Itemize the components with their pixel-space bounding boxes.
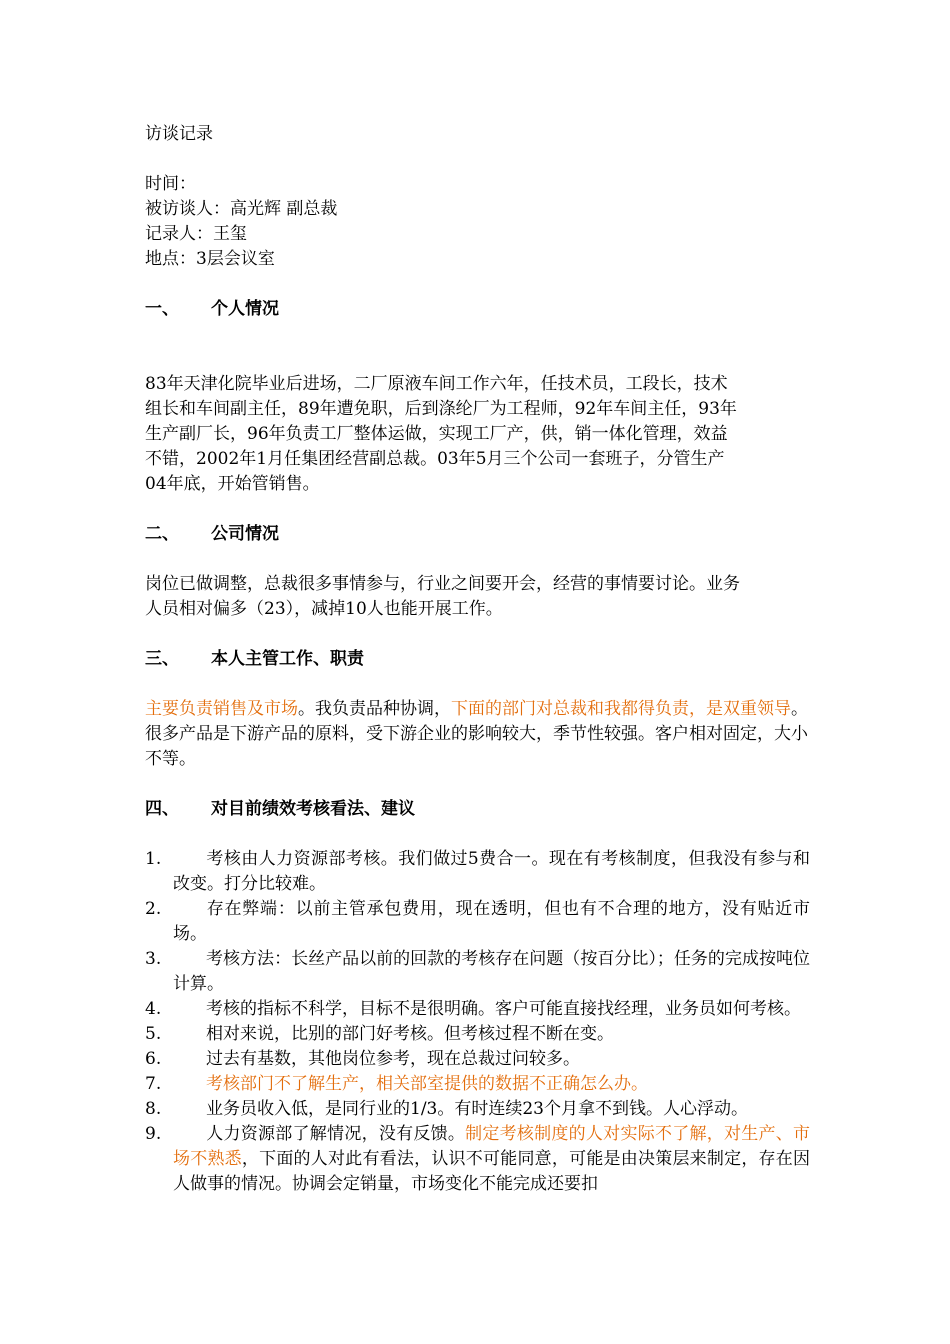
list-number: 6.	[145, 1049, 162, 1069]
section-number: 四、	[145, 799, 179, 819]
section-heading-3	[145, 647, 810, 672]
list-item-text: 过去有基数，其他岗位参考，现在总裁过问较多。	[206, 1049, 580, 1069]
meta-interviewee: 被访谈人：高光辉 副总裁	[145, 199, 338, 219]
list-item	[145, 997, 810, 1022]
list-number: 2.	[145, 899, 162, 919]
highlight-text: 制定考核制度的人对实际不了解，对生产、市场不熟悉	[173, 1124, 811, 1169]
section-number: 二、	[145, 524, 179, 544]
list-item	[145, 1097, 810, 1122]
list-item	[145, 847, 810, 897]
meta-time: 时间：	[145, 174, 196, 194]
section-number: 三、	[145, 649, 179, 669]
list-number: 9.	[145, 1124, 162, 1144]
list-number: 8.	[145, 1099, 162, 1119]
list-number: 3.	[145, 949, 162, 969]
paragraph-line: 04年底，开始管销售。	[145, 474, 320, 494]
list-item-text: 人力资源部了解情况，没有反馈。	[206, 1124, 466, 1144]
list-item	[145, 1022, 810, 1047]
numbered-list	[145, 847, 810, 1197]
list-item-text: 考核由人力资源部考核。我们做过5费合一。现在有考核制度，但我没有参与和改变。打分比较难。	[173, 849, 810, 894]
section-number: 一、	[145, 299, 179, 319]
paragraph-line: 不错，2002年1月任集团经营副总裁。03年5月三个公司一套班子，分管生产	[145, 449, 725, 469]
doc-title: 访谈记录	[145, 124, 213, 144]
highlight-text: 下面的部门对总裁和我都得负责，是双重领导	[451, 699, 791, 719]
list-number: 7.	[145, 1074, 162, 1094]
list-item-text: ，下面的人对此有看法，认识不可能同意，可能是由决策层来制定，存在因人做事的情况。协调会定销量，市场变化不能完成还要扣	[173, 1149, 811, 1194]
section-heading-2	[145, 522, 810, 547]
section-1-body	[145, 372, 810, 497]
list-item	[145, 1122, 810, 1197]
list-item	[145, 1047, 810, 1072]
section-title: 个人情况	[211, 299, 279, 319]
section-title: 公司情况	[211, 524, 279, 544]
paragraph-line: 83年天津化院毕业后进场，二厂原液车间工作六年，任技术员，工段长，技术	[145, 374, 728, 394]
body-text: 。很多产品是下游产品的原料，受下游企业的影响较大，季节性较强。客户相对固定，大小不等。	[145, 699, 808, 769]
list-item	[145, 897, 810, 947]
list-item-text: 存在弊端：以前主管承包费用，现在透明，但也有不合理的地方，没有贴近市场。	[173, 899, 810, 944]
section-heading-4	[145, 797, 810, 822]
meta-recorder: 记录人：王玺	[145, 224, 247, 244]
list-item-text: 考核方法：长丝产品以前的回款的考核存在问题（按百分比）；任务的完成按吨位计算。	[173, 949, 810, 994]
paragraph-line: 组长和车间副主任，89年遭免职，后到涤纶厂为工程师，92年车间主任，93年	[145, 399, 737, 419]
meta-block	[145, 172, 810, 272]
list-number: 5.	[145, 1024, 162, 1044]
section-heading-1	[145, 297, 810, 322]
body-text: 。我负责品种协调，	[298, 699, 451, 719]
section-title: 本人主管工作、职责	[211, 649, 364, 669]
list-item	[145, 947, 810, 997]
section-3-body	[145, 697, 808, 772]
list-number: 4.	[145, 999, 162, 1019]
paragraph-line: 生产副厂长，96年负责工厂整体运做，实现工厂产，供，销一体化管理，效益	[145, 424, 728, 444]
list-item-text: 考核部门不了解生产，相关部室提供的数据不正确怎么办。	[206, 1074, 648, 1094]
section-title: 对目前绩效考核看法、建议	[211, 799, 415, 819]
list-item-text: 业务员收入低，是同行业的1/3。有时连续23个月拿不到钱。人心浮动。	[206, 1099, 748, 1119]
list-number: 1.	[145, 849, 162, 869]
paragraph-line: 人员相对偏多（23），减掉10人也能开展工作。	[145, 599, 503, 619]
list-item-text: 考核的指标不科学，目标不是很明确。客户可能直接找经理，业务员如何考核。	[206, 999, 801, 1019]
list-item-text: 相对来说，比别的部门好考核。但考核过程不断在变。	[206, 1024, 614, 1044]
highlight-text: 主要负责销售及市场	[145, 699, 298, 719]
section-2-body	[145, 572, 810, 622]
meta-location: 地点：3层会议室	[145, 249, 275, 269]
list-item	[145, 1072, 810, 1097]
document-page	[145, 122, 810, 1197]
paragraph-line: 岗位已做调整，总裁很多事情参与，行业之间要开会，经营的事情要讨论。业务	[145, 574, 740, 594]
